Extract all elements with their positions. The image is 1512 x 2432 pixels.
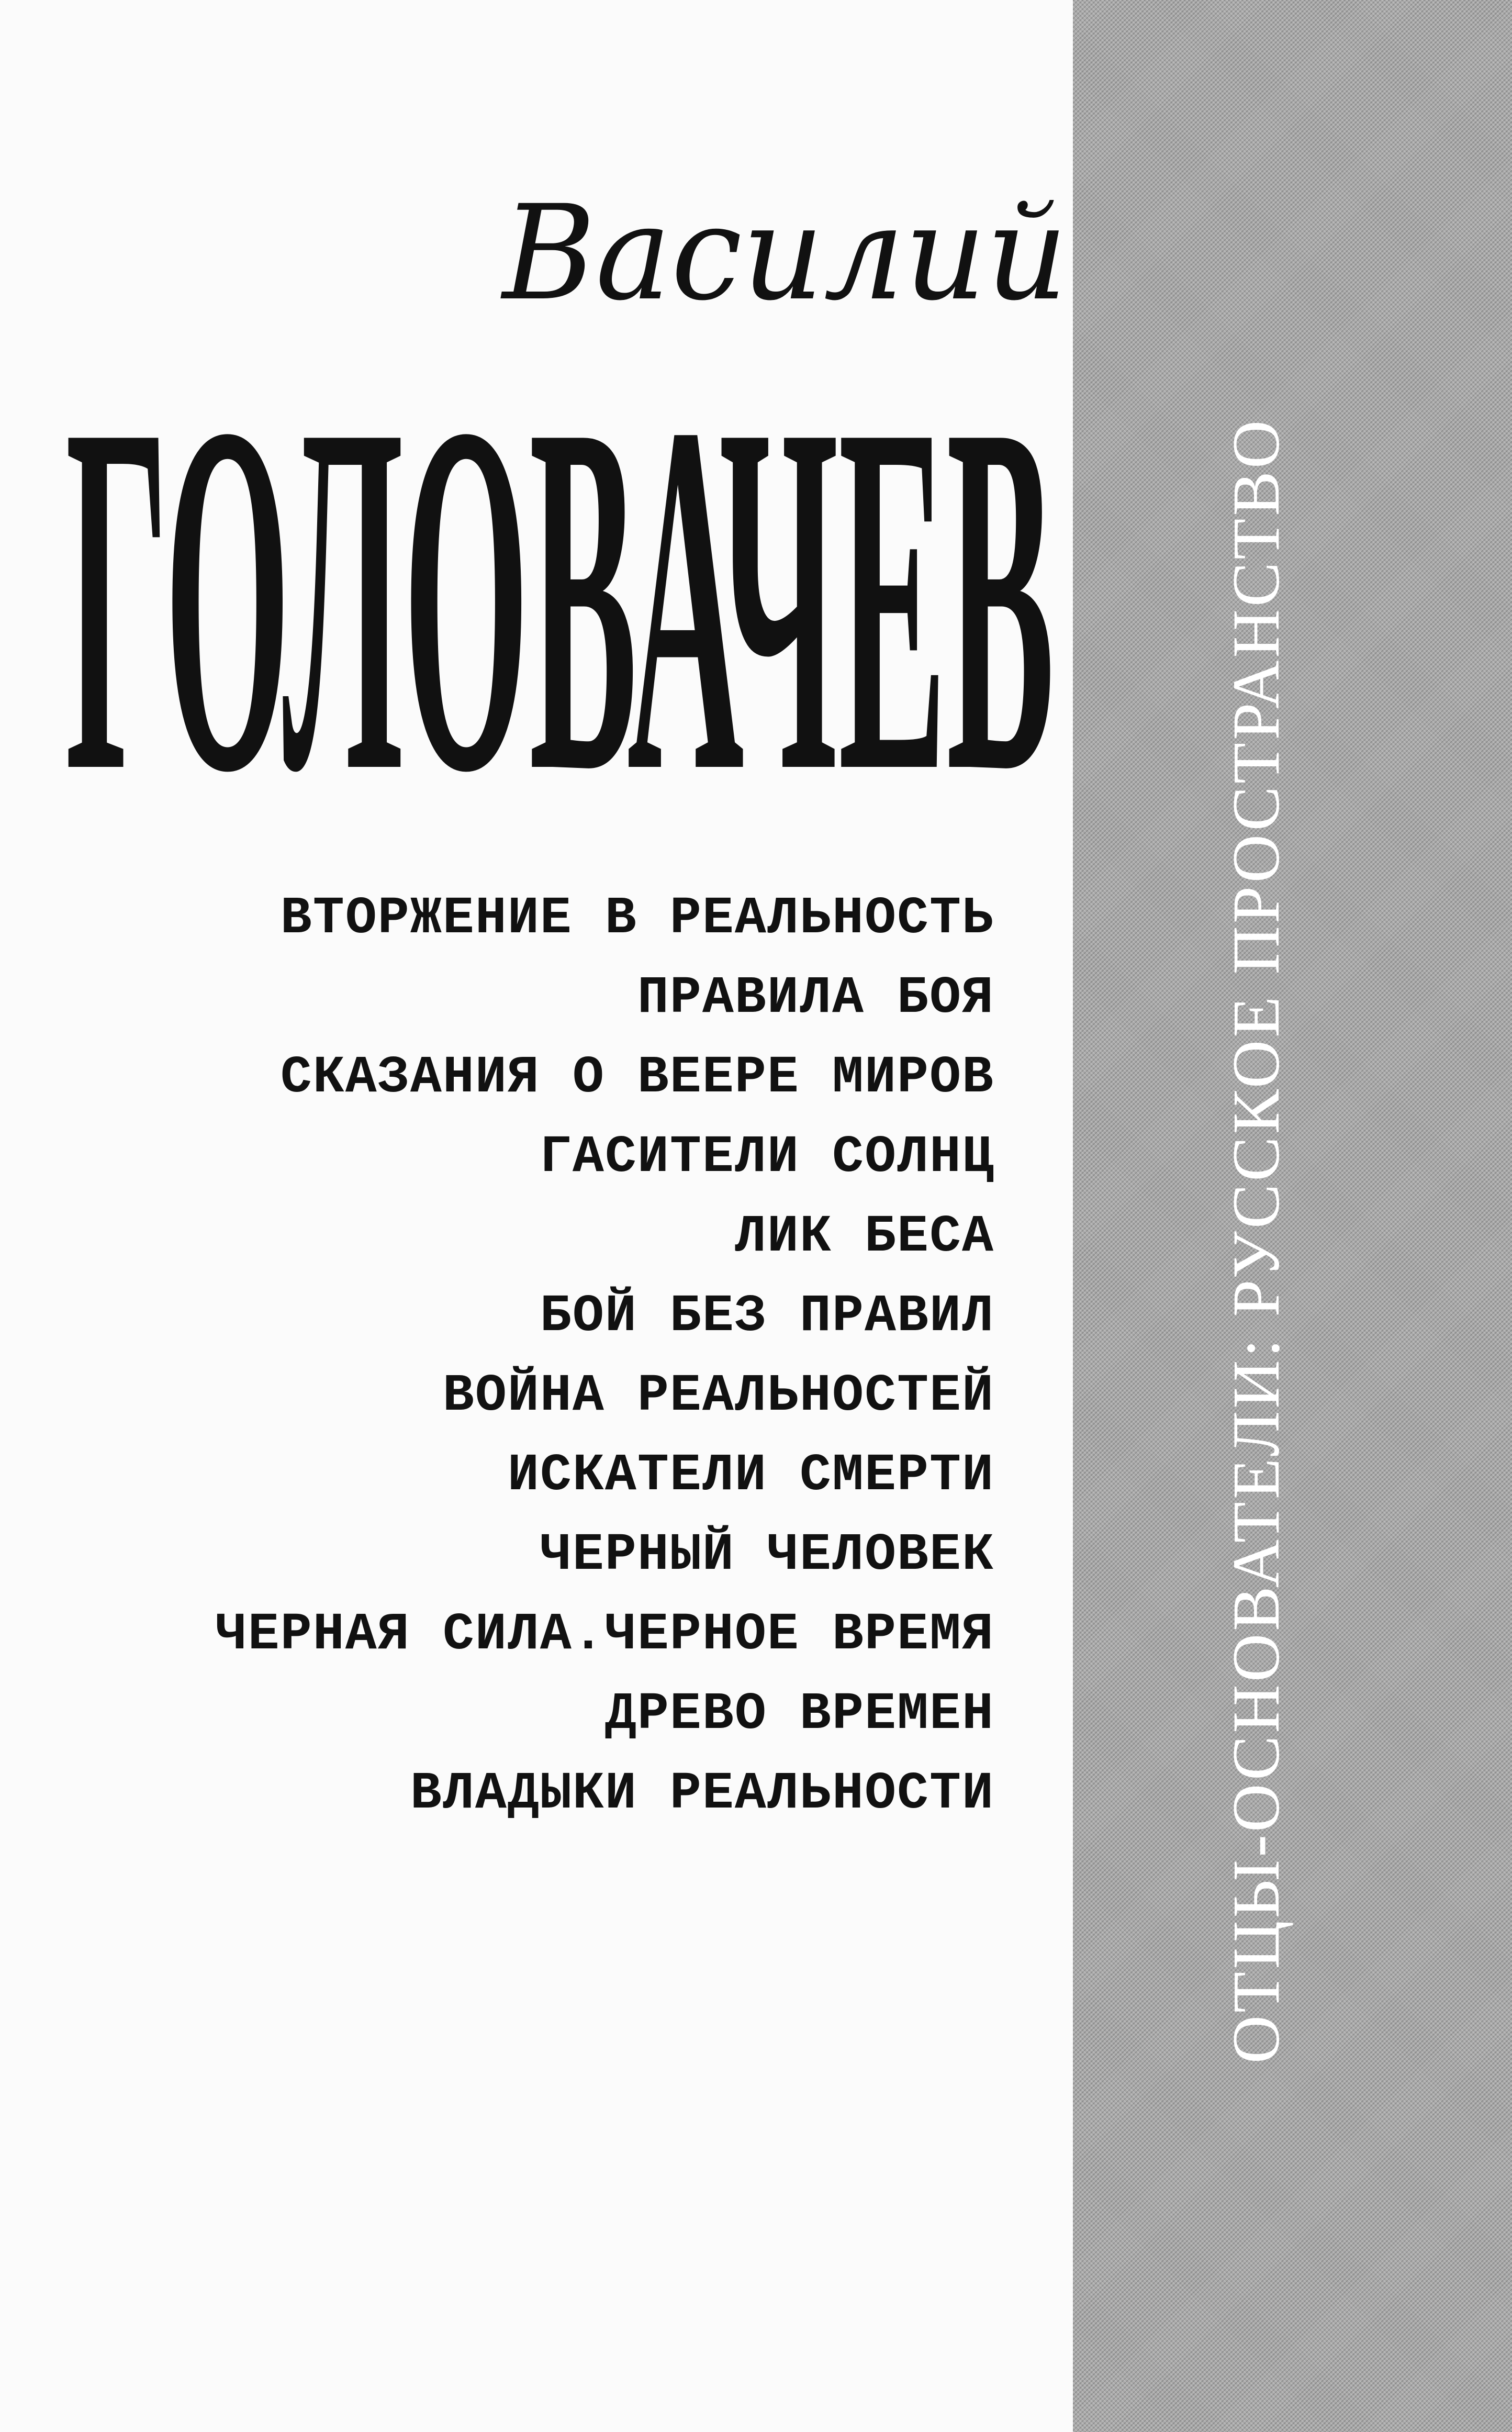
book-title: ЧЕРНЫЙ ЧЕЛОВЕК	[540, 1526, 994, 1585]
series-label: ОТЦЫ-ОСНОВАТЕЛИ: РУССКОЕ ПРОСТРАНСТВО	[1219, 417, 1293, 2064]
book-title: ГАСИТЕЛИ СОЛНЦ	[540, 1128, 994, 1187]
author-last-name	[65, 390, 1055, 788]
book-title: ИСКАТЕЛИ СМЕРТИ	[507, 1446, 994, 1505]
author-last-name-text: ГОЛОВАЧЕВ	[65, 390, 1055, 788]
book-title: ПРАВИЛА БОЯ	[637, 969, 994, 1028]
book-title: ВЛАДЫКИ РЕАЛЬНОСТИ	[410, 1765, 994, 1824]
book-title: ЛИК БЕСА	[734, 1208, 994, 1267]
book-title: СКАЗАНИЯ О ВЕЕРЕ МИРОВ	[280, 1048, 994, 1108]
book-title: ЧЕРНАЯ СИЛА.ЧЕРНОЕ ВРЕМЯ	[215, 1605, 994, 1665]
book-titles-list	[52, 879, 994, 1834]
author-first-name	[492, 157, 1068, 366]
book-title: БОЙ БЕЗ ПРАВИЛ	[540, 1287, 994, 1346]
book-title: ВОЙНА РЕАЛЬНОСТЕЙ	[442, 1367, 994, 1426]
author-first-name-text: Василий	[500, 177, 1068, 329]
book-title: ДРЕВО ВРЕМЕН	[604, 1685, 994, 1744]
book-title: ВТОРЖЕНИЕ В РЕАЛЬНОСТЬ	[280, 889, 994, 949]
